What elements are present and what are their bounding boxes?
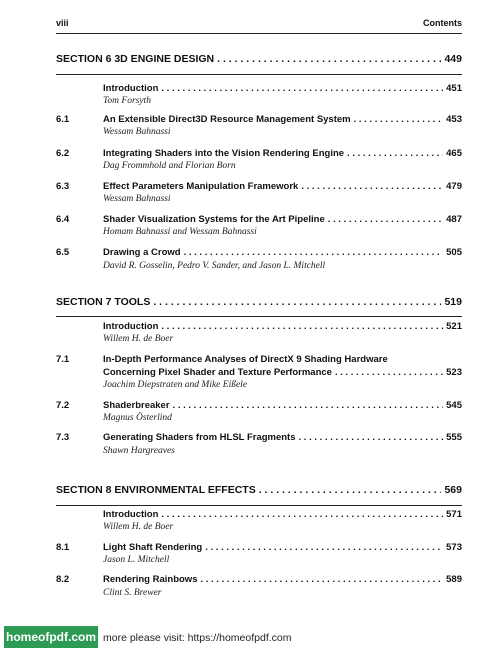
- entry-author: David R. Gosselin, Pedro V. Sander, and Jason L. Mitchell: [103, 261, 326, 271]
- entry-number: 8.2: [56, 574, 70, 585]
- site-badge[interactable]: homeofpdf.com: [4, 626, 98, 648]
- entry-number: 7.1: [56, 354, 70, 365]
- page-header: [56, 18, 462, 32]
- entry-author: Clint S. Brewer: [103, 588, 162, 598]
- footer-link-text[interactable]: more please visit: https://homeofpdf.com: [103, 632, 292, 644]
- entry-author: Shawn Hargreaves: [103, 446, 175, 456]
- toc-entry: Effect Parameters Manipulation Framework . . . 479: [103, 181, 462, 192]
- section-heading: SECTION 7 TOOLS . . . 519: [56, 296, 462, 308]
- entry-author: Wessam Bahnassi: [103, 127, 171, 137]
- section-heading: SECTION 8 ENVIRONMENTAL EFFECTS . . . 569: [56, 484, 462, 496]
- entry-number: 7.3: [56, 432, 70, 443]
- entry-author: Dag Frommhold and Florian Born: [103, 161, 236, 171]
- toc-entry-line1: In-Depth Performance Analyses of DirectX 9 Shading Hardware: [103, 354, 388, 365]
- section-rule: [56, 316, 462, 317]
- entry-author: Willem H. de Boer: [103, 522, 174, 532]
- toc-entry: Integrating Shaders into the Vision Rendering Engine . . . 465: [103, 148, 462, 159]
- toc-entry: An Extensible Direct3D Resource Management System . . . 453: [103, 114, 462, 125]
- toc-entry: Rendering Rainbows . . . 589: [103, 574, 462, 585]
- entry-number: 6.1: [56, 114, 70, 125]
- toc-entry: Concerning Pixel Shader and Texture Performance . . . 523: [103, 367, 462, 378]
- section-rule: [56, 74, 462, 75]
- entry-author: Homam Bahnassi and Wessam Bahnassi: [103, 227, 257, 237]
- entry-author: Tom Forsyth: [103, 96, 151, 106]
- toc-entry: Introduction . . . 571: [103, 509, 462, 520]
- toc-entry: Light Shaft Rendering . . . 573: [103, 542, 462, 553]
- toc-entry: Shaderbreaker . . . 545: [103, 400, 462, 411]
- entry-author: Wessam Bahnassi: [103, 194, 171, 204]
- toc-entry: Introduction . . . 451: [103, 83, 462, 94]
- entry-author: Magnus Österlind: [103, 413, 172, 423]
- entry-number: 6.5: [56, 247, 70, 258]
- header-rule: [56, 33, 462, 34]
- entry-author: Joachim Diepstraten and Mike Eißele: [103, 380, 248, 390]
- toc-entry: Generating Shaders from HLSL Fragments . . . 555: [103, 432, 462, 443]
- entry-number: 7.2: [56, 400, 70, 411]
- page-number: viii: [56, 18, 69, 28]
- entry-number: 6.3: [56, 181, 70, 192]
- section-heading: SECTION 6 3D ENGINE DESIGN . . . 449: [56, 53, 462, 65]
- entry-number: 8.1: [56, 542, 70, 553]
- toc-entry: Shader Visualization Systems for the Art Pipeline . . . 487: [103, 214, 462, 225]
- entry-author: Willem H. de Boer: [103, 334, 174, 344]
- toc-entry: Drawing a Crowd . . . 505: [103, 247, 462, 258]
- toc-entry: Introduction . . . 521: [103, 321, 462, 332]
- entry-number: 6.2: [56, 148, 70, 159]
- section-rule: [56, 505, 462, 506]
- running-title: Contents: [423, 18, 462, 28]
- entry-number: 6.4: [56, 214, 70, 225]
- entry-author: Jason L. Mitchell: [103, 555, 170, 565]
